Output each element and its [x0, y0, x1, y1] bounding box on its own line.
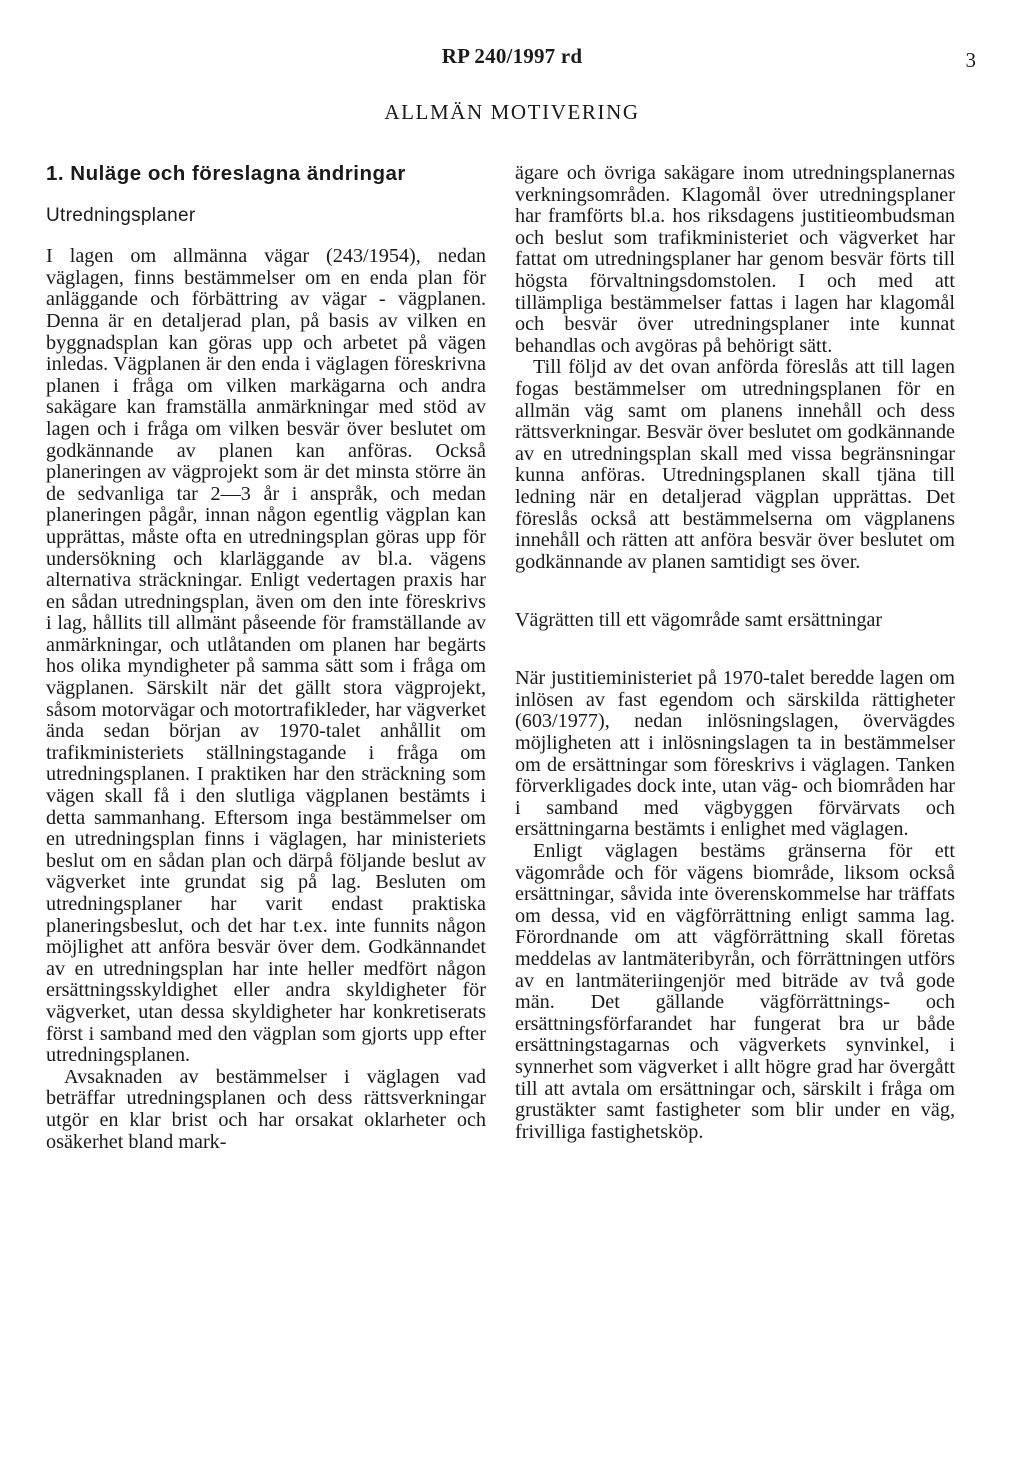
paragraph: När justitieministeriet på 1970-talet beredde lagen om inlösen av fast egendom och särskilda rättigheter (603/1977), nedan inlösningslagen, övervägdes möjligheten att i inlösningslagen ta in bestämmelser om de ersättningar som föreskrivs i väglagen. Tanken förverkligades dock inte, utan väg- och biområden har i samband med vägbyggen förvärvats och ersättningarna bestämts i enlighet med väglagen. [515, 667, 955, 841]
paragraph: Till följd av det ovan anförda föreslås att till lagen fogas bestämmelser om utredningsplanen för en allmän väg samt om planens innehåll och dess rättsverkningar. Besvär över beslutet om godkännande av en utredningsplan skall med vissa begränsningar kunna anföras. Utredningsplanen skall tjäna till ledning när en detaljerad vägplan upprättas. Det föreslås också att bestämmelserna om vägplanens innehåll och rätten att anföra besvär över beslutet om godkännande av planen samtidigt ses över. [515, 356, 955, 573]
subheading-vagratten: Vägrätten till ett vägområde samt ersättningar [515, 609, 883, 632]
paragraph: Avsaknaden av bestämmelser i väglagen vad beträffar utredningsplanen och dess rättsverkningar utgör en klar brist och har orsakat oklarheter och osäkerhet bland mark- [46, 1065, 486, 1153]
paragraph: Enligt väglagen bestäms gränserna för ett vägområde och för vägens biområde, liksom också ersättningar, såvida inte överenskommelse har träffats om dessa, vid en vägförrättning enligt samma lag. Förordnande om att vägförrättning skall företas meddelas av lantmäteribyrån, och förrättningen utförs av en lantmäteriingenjör med biträde av två gode män. Det gällande vägförrättnings- och ersättningsförfarandet har fungerat bra ur både ersättningstagarnas och vägverkets synvinkel, i synnerhet som vägverket i allt högre grad har övergått till att avtala om ersättningar och, särskilt i fråga om grustäkter samt fastigheter som blir under en väg, frivilliga fastighetsköp. [515, 840, 955, 1143]
section-heading: 1. Nuläge och föreslagna ändringar [46, 162, 406, 185]
subheading-utredningsplaner: Utredningsplaner [46, 204, 196, 226]
running-head: RP 240/1997 rd [441, 44, 583, 68]
section-title: ALLMÄN MOTIVERING [384, 100, 640, 124]
paragraph: ägare och övriga sakägare inom utredningsplanernas verkningsområden. Klagomål över utredningsplaner har framförts bl.a. hos riksdagens justitieombudsman och beslut som trafikministeriet och vägverket har fattat om utredningsplaner har genom besvär förts till högsta förvaltningsdomstolen. I och med att tillämpliga bestämmelser fattas i lagen har klagomål och besvär över utredningsplaner inte kunnat behandlas och avgöras på behörigt sätt. [515, 162, 955, 357]
right-column [515, 163, 955, 1143]
left-column [46, 163, 486, 1153]
paragraph: I lagen om allmänna vägar (243/1954), nedan väglagen, finns bestämmelser om en enda plan för anläggande och förbättring av vägar - vägplanen. Denna är en detaljerad plan, på basis av vilken en byggnadsplan kan göras upp och arbetet på vägen inledas. Vägplanen är den enda i väglagen föreskrivna planen i fråga om vilken markägarna och andra sakägare kan framställa anmärkningar med stöd av lagen och i fråga om vilken besvär över beslutet om godkännande av planen kan anföras. Också planeringen av vägprojekt som är det minsta större än de sedvanliga tar 2—3 år i anspråk, och medan planeringen pågår, innan någon egentlig vägplan kan upprättas, måste ofta en utredningsplan göras upp för undersökning och klarläggande av bl.a. vägens alternativa sträckningar. Enligt vedertagen praxis har en sådan utredningsplan, även om den inte föreskrivs i lag, hållits till allmänt påseende för framställande av anmärkningar, och utlåtanden om planen har begärts hos olika myndigheter på samma sätt som i fråga om vägplanen. Särskilt när det gällt stora vägprojekt, såsom motorvägar och motortrafikleder, har vägverket ända sedan början av 1970-talet anhållit om trafikministeriets ställningstagande i fråga om utredningsplanen. I praktiken har den sträckning som vägen skall få i den slutliga vägplanen bestämts i detta sammanhang. Eftersom inga bestämmelser om en utredningsplan finns i väglagen, har ministeriets beslut om en sådan plan och därpå följande beslut av vägverket inte grundat sig på lag. Besluten om utredningsplaner har varit endast praktiska planeringsbeslut, och det har t.ex. inte funnits någon möjlighet att anföra besvär över dem. Godkännandet av en utredningsplan har inte heller medfört någon ersättningsskyldighet eller andra skyldigheter för vägverket, utan dessa skyldigheter har konkretiserats först i samband med den vägplan som gjorts upp efter utredningsplanen. [46, 245, 486, 1067]
page-number: 3 [965, 48, 976, 72]
